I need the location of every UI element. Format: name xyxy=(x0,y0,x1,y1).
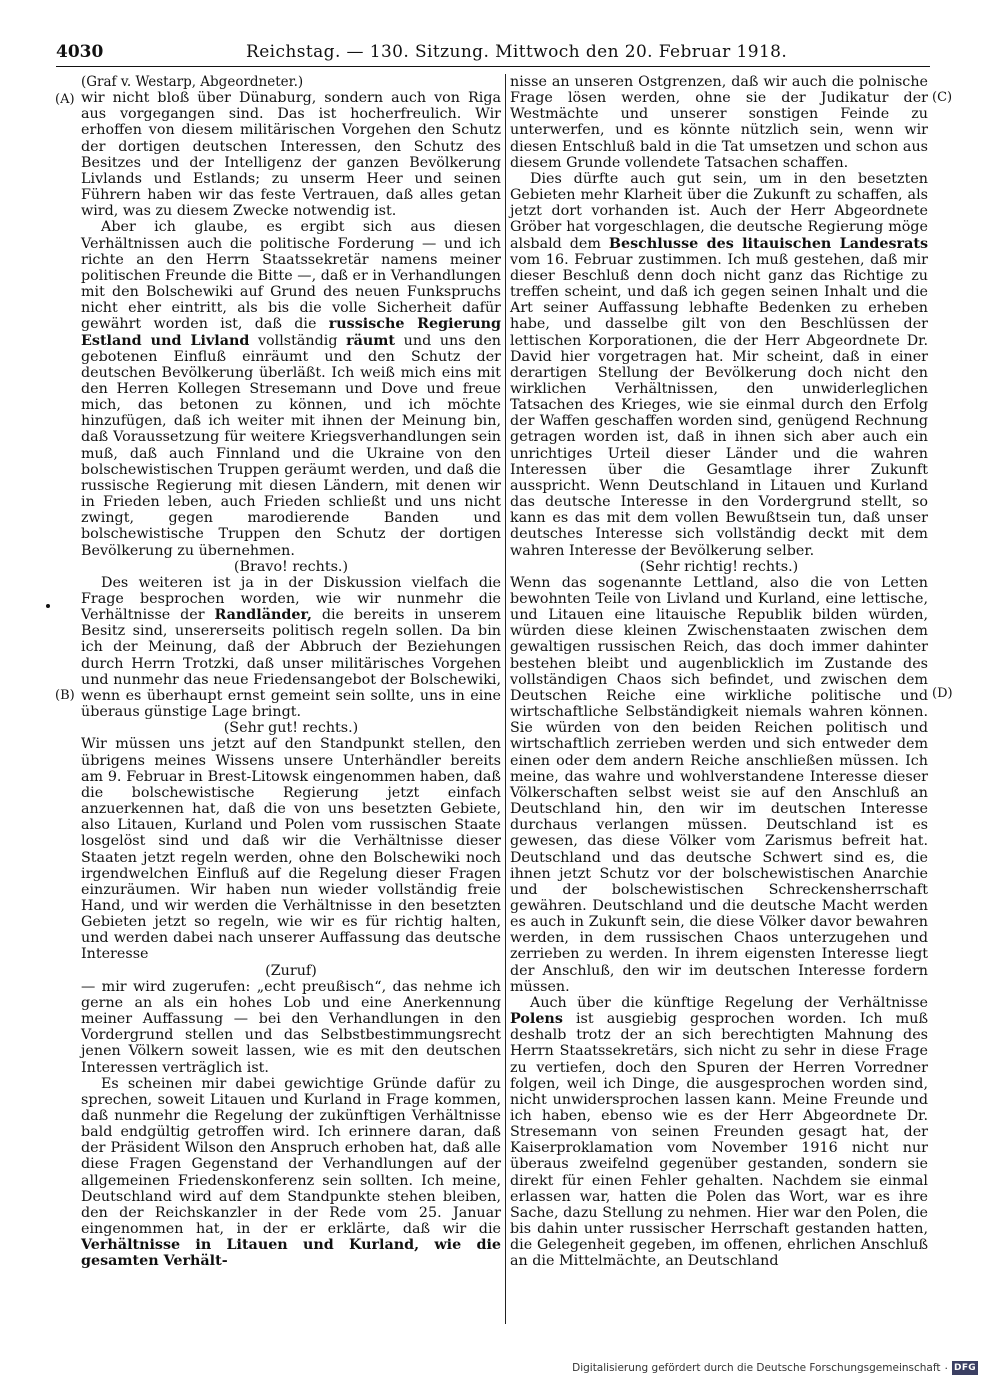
bold-phrase: Verhältnisse in Litauen und Kurland, wie die gesamten Verhält- xyxy=(81,1237,501,1270)
margin-marker-a: (A) xyxy=(55,92,75,107)
interjection: (Bravo! rechts.) xyxy=(233,558,349,575)
text-run: vollständig xyxy=(249,332,347,349)
margin-dot xyxy=(46,604,50,608)
page-number: 4030 xyxy=(56,42,104,62)
speaker-line: (Graf v. Westarp, Abgeordneter.) xyxy=(81,74,304,90)
interjection: (Zuruf) xyxy=(265,962,317,979)
text-run: die bereits in unserem Besitz sind, unsererseits politisch regeln sollen. Da bin ich der Meinung, daß der Abbruch der Beziehungen durch Herrn Trotzki, daß unser militärisches Vorgehen und nunmehr das neue Friedensangebot der Bolschewiki, wenn es überhaupt ernst gemeint sein sollte, uns in eine überaus günstige Lage bringt. xyxy=(81,607,501,721)
text-run: Es scheinen mir dabei gewichtige Gründe dafür zu sprechen, soweit Litauen und Kurland in Frage kommen, daß nunmehr die Regelung der zukünftigen Verhältnisse bald endgültig getroffen wird. Ich erinnere daran, daß der Präsident Wilson den Anspruch erhoben hat, daß alle diese Fragen Gegenstand der Verhandlungen auf der allgemeinen Friedenskonferenz sein sollten. Ich meine, Deutschland wird auf dem Standpunkte stehen bleiben, den der Reichskanzler in der Rede vom 25. Januar eingenommen hat, in der er erklärte, daß wir die xyxy=(81,1075,501,1238)
right-paragraph-1: nisse an unseren Ostgrenzen, daß wir auch die polnische Frage lösen werden, ohne sie der Judikatur der Westmächte und unserer sonstigen Feinde zu unterwerfen, und es könnte nützlich sein, wenn wir diesen Entschluß bald in die Tat umsetzen und schon aus diesem Grunde vollendete Tatsachen schaffen. xyxy=(510,74,928,171)
left-column xyxy=(81,74,501,1270)
running-head: Reichstag. — 130. Sitzung. Mittwoch den 20. Februar 1918. xyxy=(246,42,788,62)
left-paragraph-1: wir nicht bloß über Dünaburg, sondern auch von Riga aus vorgegangen sind. Das ist hocherfreulich. Wir erhoffen von diesem militärischen Vorgehen den Schutz der dortigen deutschen Interessen, den Schutz des Besitzes und der Intelligenz der ganzen Bevölkerung Livlands und Estlands; zu unserm Heer und seinen Führern haben wir das feste Vertrauen, daß alles getan wird, was zu diesem Zwecke notwendig ist. xyxy=(81,90,501,220)
bold-phrase: Beschlusse des litauischen Landesrats xyxy=(608,235,929,252)
header-rule xyxy=(56,66,930,67)
left-paragraph-5: — mir wird zugerufen: „echt preußisch“, das nehme ich gerne an als ein hohes Lob und eine Anerkennung meiner Auffassung — bei den Verhandlungen in den Vordergrund stellen und das Selbstbestimmungsrecht jenen Völkern soweit lassen, wie es mit den deutschen Interessen verträglich ist. xyxy=(81,978,501,1076)
left-paragraph-2 xyxy=(81,219,501,558)
margin-marker-c: (C) xyxy=(932,90,953,105)
text-run: ist ausgiebig gesprochen worden. Ich muß deshalb trotz der an sich berechtigten Mahnung des Herrn Staatssekretärs, sich nicht zu sehr in diese Frage zu vertiefen, doch den Spuren der Herren Vorredner folgen, weil ich Dinge, die ausgesprochen worden sind, nicht unwidersprochen lassen kann. Meine Freunde und ich haben, ebenso wie es der Herr Abgeordnete Dr. Stresemann von seinen Freunden gesagt hat, der Kaiserproklamation vom November 1916 nicht nur überaus zweifelnd gegenüber gestanden, sondern sie direkt für einen Fehler gehalten. Nachdem sie einmal erlassen war, hatten die Polen das Wort, war es ihre Sache, dazu Stellung zu nehmen. Hier war den Polen, die bis dahin unter russischer Herrschaft gestanden hatten, die Gelegenheit gegeben, im offenen, ehrlichen Anschluß an die Mittelmächte, an Deutschland xyxy=(510,1011,928,1270)
footer-text: Digitalisierung gefördert durch die Deutsche Forschungsgemeinschaft xyxy=(572,1362,941,1374)
text-run: und uns den gebotenen Einfluß einräumt und den Schutz der deutschen Bevölkerung überläßt. Ich weiß mich eins mit den Herren Kollegen Stresemann und Dove und freue mich, das betonen zu können, und ich möchte hinzufügen, daß ich weiter mit ihnen der Meinung bin, daß Voraussetzung für weitere Kriegsverhandlungen sein muß, daß auch Finnland und die Ukraine von den bolschewistischen Truppen geräumt werden, und daß die russische Regierung mit diesen Ländern, mit denen wir in Frieden leben, auch Frieden schließt und uns nicht zwingt, gegen marodierende Banden und bolschewistische Truppen den Schutz der dortigen Bevölkerung zu übernehmen. xyxy=(81,332,501,559)
bold-phrase: Randländer, xyxy=(214,607,312,624)
text-run: Dies dürfte auch gut sein, um in den besetzten Gebieten mehr Klarheit über die Zukunft zu schaffen, als jetzt dort vorhanden ist. Auch der Herr Abgeordnete Gröber hat vorgeschlagen, die deutsche Regierung möge alsbald dem xyxy=(510,170,928,252)
right-paragraph-2 xyxy=(510,171,928,559)
left-paragraph-6 xyxy=(81,1076,501,1270)
text-run: Auch über die künftige Regelung der Verhältnisse xyxy=(530,994,928,1011)
left-paragraph-4: Wir müssen uns jetzt auf den Standpunkt stellen, den übrigens meines Wissens unsere Unterhändler bereits am 9. Februar in Brest-Litowsk eingenommen haben, daß die bolschewistische Regierung jetzt einfach anzuerkennen hat, daß die von uns besetzten Gebiete, also Litauen, Kurland und Polen vom russischen Staate losgelöst sind und daß wir die Verhältnisse dieser Staaten jetzt regeln werden, ohne den Bolschewiki noch irgendwelchen Einfluß auf die Regelung dieser Fragen einzuräumen. Wir haben nun wieder vollständig freie Hand, und wir werden die Verhältnisse in den besetzten Gebieten jetzt so regeln, wie wir es für richtig halten, und werden dabei nach unserer Auffassung das deutsche Interesse xyxy=(81,736,501,963)
page-header xyxy=(56,42,930,66)
text-run: vom 16. Februar zustimmen. Ich muß gestehen, daß mir dieser Beschluß denn doch nicht ganz das Richtige zu treffen scheint, und daß ich gegen seinen Inhalt und die Art seiner Auffassung lebhafte Bedenken zu erheben habe, und dasselbe gilt von den Beschlüssen der lettischen Korporationen, die der Herr Abgeordnete Dr. David hier vorgetragen hat. Mir scheint, daß in einer derartigen Stellung der Bevölkerung doch nicht den wirklichen Verhältnissen, den unwiderleglichen Tatsachen des Krieges, wie sie einmal durch den Erfolg der Waffen geschaffen worden sind, genügend Rechnung getragen worden ist, daß in ihnen sich aber auch ein unrichtiges Urteil dieser Länder und die wahren Interessen über die Gesamtlage ihrer Zukunft ausspricht. Wenn Deutschland in Litauen und Kurland das deutsche Interesse in den Vordergrund stellt, so kann es das mit dem vollen Bewußtsein tun, daß unser deutsches Interesse sich vollständig deckt mit dem wahren Interesse der Bevölkerung selber. xyxy=(510,251,928,559)
interjection: (Sehr richtig! rechts.) xyxy=(639,558,799,575)
column-divider xyxy=(505,74,506,1324)
right-paragraph-4 xyxy=(510,995,928,1270)
text-run: Aber ich glaube, es ergibt sich aus diesen Verhältnissen auch die politische Forderung — und ich richte an den Herrn Staatssekretär namens meiner politischen Freunde die Bitte —, daß er in Verhandlungen mit den Bolschewiki auf Grund des neuen Funkspruchs nicht eher eintritt, als bis die volle Sicherheit dafür gewährt worden ist, daß die xyxy=(81,219,501,333)
digitization-footer xyxy=(572,1360,978,1376)
margin-marker-b: (B) xyxy=(55,688,75,703)
right-paragraph-3: Wenn das sogenannte Lettland, also die von Letten bewohnten Teile von Livland und Kurland, eine lettische, und Litauen eine litauische Republik bilden würden, würden diese kleinen Zwischenstaaten zwischen dem gewaltigen russischen Reich, das doch immer dahinter bestehen bleibt und augenblicklich im Zustande des vollständigen Chaos sich befindet, und zwischen dem Deutschen Reiche eine wirkliche politische und wirtschaftliche Selbständigkeit niemals wahren können. Sie würden von den beiden Reichen politisch und wirtschaftlich zerrieben werden und sich entweder dem einen oder dem andern Reiche anschließen müssen. Ich meine, das wahre und wohlverstandene Interesse dieser Völkerschaften selbst weist sie auf den Anschluß an Deutschland hin, den wir im deutschen Interesse durchaus verlangen müssen. Deutschland ist es gewesen, das diese Völker vom Zarismus befreit hat. Deutschland und das deutsche Schwert sind es, die ihnen jetzt Schutz vor der bolschewistischen Anarchie und der bolschewistischen Schreckensherrschaft gewähren. Deutschland und die deutsche Macht werden es auch in Zukunft sein, die diese Völker davor bewahren werden, in dem russischen Chaos unterzugehen und zerrieben zu werden. In ihrem eigensten Interesse liegt der Anschluß, den wir im deutschen Interesse fordern müssen. xyxy=(510,574,928,995)
left-paragraph-3 xyxy=(81,575,501,720)
margin-marker-d: (D) xyxy=(932,686,953,701)
bold-phrase: Polens xyxy=(510,1011,563,1028)
interjection: (Sehr gut! rechts.) xyxy=(223,720,359,737)
bold-phrase: russische Regierung Estland und Livland xyxy=(81,316,501,349)
text-run: Des weiteren ist ja in der Diskussion vielfach die Frage besprochen worden, wie wir nunmehr die Verhältnisse der xyxy=(81,574,501,624)
dfg-logo-icon: DFG xyxy=(952,1361,978,1375)
bold-phrase: räumt xyxy=(346,332,396,349)
footer-separator: · xyxy=(944,1361,948,1375)
right-column xyxy=(510,74,928,1270)
